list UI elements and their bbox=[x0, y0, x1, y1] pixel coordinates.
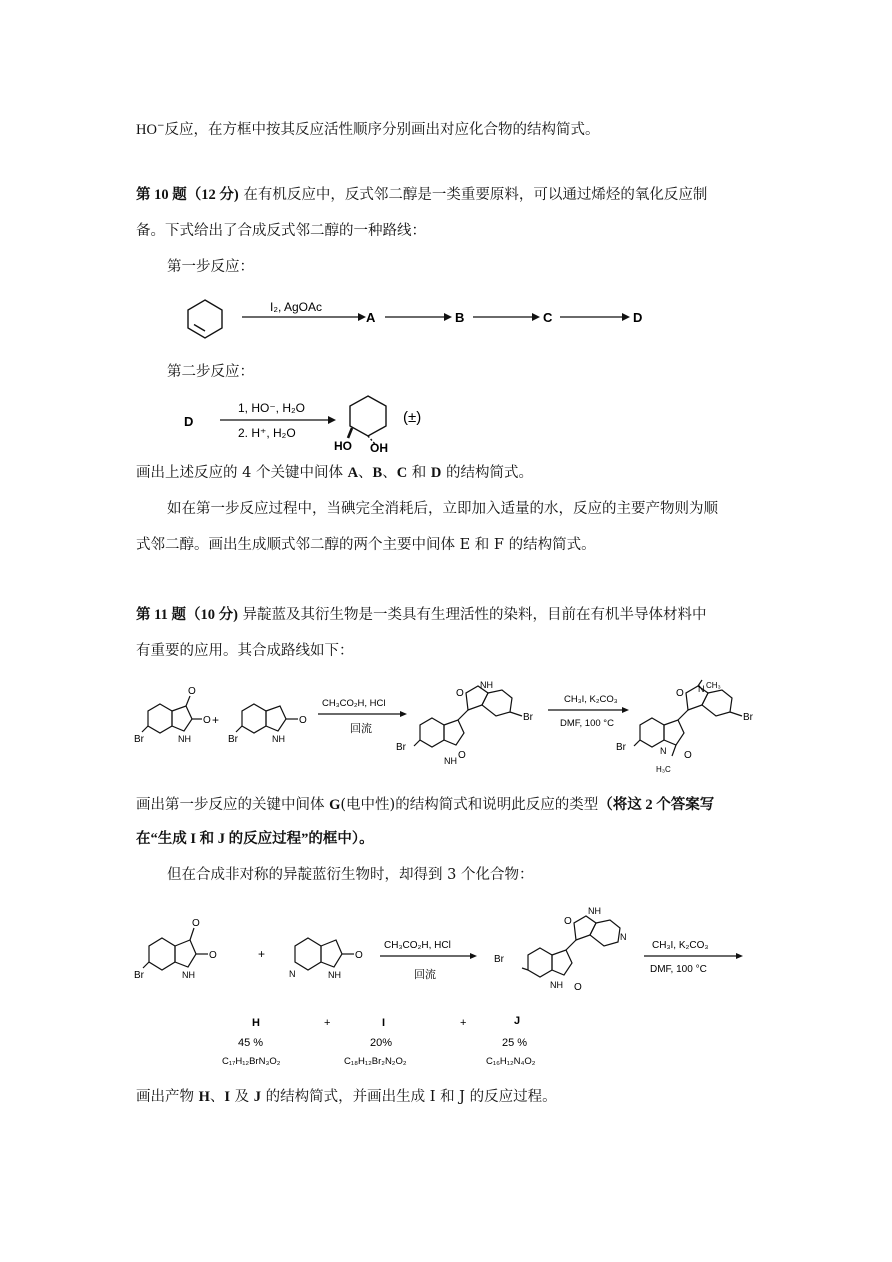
ring-double-bond bbox=[194, 325, 205, 332]
cyclohexane-ring bbox=[350, 396, 386, 436]
svg-text:O: O bbox=[458, 750, 466, 761]
plus-sign: + bbox=[212, 713, 220, 727]
intro-line: HO−反应，在方框中按其反应活性顺序分别画出对应化合物的结构简式。 bbox=[136, 121, 600, 138]
q10-line1: 第 10 题（12 分) 在有机反应中，反式邻二醇是一类重要原料，可以通过烯烃的氧化反应制 bbox=[136, 187, 708, 203]
svg-text:N: N bbox=[698, 684, 705, 694]
q11-question-d: 画出产物 H、I 及 J 的结构简式，并画出生成 I 和 J 的反应过程。 bbox=[136, 1089, 557, 1105]
svg-text:O: O bbox=[456, 688, 464, 699]
cond2-top: CH₃I, K₂CO₃ bbox=[564, 694, 618, 705]
dimethyl-isoindigo bbox=[634, 680, 742, 756]
wedge-bond bbox=[348, 428, 352, 438]
cond1-bottom: 回流 bbox=[350, 723, 372, 735]
cyclohexene-ring bbox=[188, 300, 222, 338]
svg-text:Br: Br bbox=[396, 742, 406, 753]
scheme-1 bbox=[132, 676, 772, 781]
svg-text:NH: NH bbox=[550, 980, 563, 990]
step1-scheme bbox=[170, 290, 670, 345]
svg-text:Br: Br bbox=[616, 742, 626, 753]
svg-text:N: N bbox=[620, 932, 627, 942]
svg-text:O: O bbox=[188, 686, 196, 697]
svg-text:C₁₇H₁₂BrN₃O₂: C₁₇H₁₂BrN₃O₂ bbox=[222, 1056, 281, 1067]
svg-text:CH₃: CH₃ bbox=[706, 681, 721, 690]
svg-text:O: O bbox=[203, 715, 211, 726]
svg-text:25 %: 25 % bbox=[502, 1037, 528, 1049]
q11-heading: 第 11 题（10 分) bbox=[136, 607, 238, 623]
svg-text:N: N bbox=[289, 969, 296, 979]
svg-text:20%: 20% bbox=[370, 1037, 393, 1049]
ho-label: HO bbox=[334, 439, 352, 453]
step1-label: 第一步反应： bbox=[167, 259, 254, 275]
svg-text:O: O bbox=[676, 688, 684, 699]
q10-line2: 备。下式给出了合成反式邻二醇的一种路线： bbox=[136, 223, 426, 239]
svg-text:NH: NH bbox=[272, 734, 285, 744]
step2-label: 第二步反应： bbox=[167, 364, 254, 380]
svg-text:NH: NH bbox=[588, 906, 601, 916]
svg-text:NH: NH bbox=[328, 970, 341, 980]
cond2-bottom: DMF, 100 °C bbox=[650, 964, 707, 975]
product-H bbox=[222, 1017, 281, 1067]
scheme-2 bbox=[132, 900, 752, 1075]
start-D: D bbox=[184, 414, 194, 429]
svg-text:H: H bbox=[252, 1017, 260, 1029]
q11-line1: 第 11 题（10 分) 异靛蓝及其衍生物是一类具有生理活性的染料，目前在有机半导体材料中 bbox=[136, 607, 707, 623]
isoindigo bbox=[414, 686, 522, 747]
svg-text:NH: NH bbox=[182, 970, 195, 980]
node-C: C bbox=[543, 310, 553, 325]
svg-text:I: I bbox=[382, 1017, 386, 1029]
step2-scheme bbox=[180, 388, 460, 456]
cond2-top: CH₃I, K₂CO₃ bbox=[652, 940, 709, 951]
product-J bbox=[486, 1015, 536, 1067]
q10-question-b1: 如在第一步反应过程中，当碘完全消耗后，立即加入适量的水，反应的主要产物则为顺 bbox=[167, 501, 718, 517]
svg-text:+: + bbox=[460, 1017, 467, 1029]
svg-text:C₁₆H₁₂N₄O₂: C₁₆H₁₂N₄O₂ bbox=[486, 1056, 536, 1067]
node-B: B bbox=[455, 310, 465, 325]
q11-question-c1: 画出第一步反应的关键中间体 G(电中性)的结构简式和说明此反应的类型（将这 2 个答案写 bbox=[136, 797, 715, 813]
svg-text:Br: Br bbox=[228, 734, 238, 745]
reagent-label: I₂, AgOAc bbox=[270, 300, 323, 314]
svg-text:Br: Br bbox=[523, 712, 533, 723]
svg-text:O: O bbox=[355, 950, 363, 961]
q10-heading: 第 10 题（12 分) bbox=[136, 187, 239, 203]
svg-text:NH: NH bbox=[480, 680, 493, 690]
plus-sign: + bbox=[258, 947, 266, 961]
q10-question-a: 画出上述反应的 4 个关键中间体 A、B、C 和 D 的结构简式。 bbox=[136, 465, 534, 481]
svg-text:O: O bbox=[192, 918, 200, 929]
svg-text:NH: NH bbox=[178, 734, 191, 744]
bromo-isatin-2 bbox=[143, 928, 208, 970]
svg-text:NH: NH bbox=[444, 756, 457, 766]
cond-1: 1, HO⁻, H₂O bbox=[238, 401, 306, 415]
svg-text:C₁₈H₁₂Br₂N₂O₂: C₁₈H₁₂Br₂N₂O₂ bbox=[344, 1056, 407, 1067]
cond1-bottom: 回流 bbox=[414, 969, 436, 981]
svg-text:O: O bbox=[574, 982, 582, 993]
cond-2: 2. H⁺, H₂O bbox=[238, 426, 296, 440]
product-I bbox=[344, 1017, 407, 1067]
svg-text:J: J bbox=[514, 1015, 521, 1027]
svg-text:Br: Br bbox=[494, 954, 504, 965]
svg-text:Br: Br bbox=[134, 734, 144, 745]
svg-text:+: + bbox=[324, 1017, 331, 1029]
oh-label: OH bbox=[370, 441, 388, 455]
bromo-isatin bbox=[142, 696, 202, 733]
cond1-top: CH₃CO₂H, HCl bbox=[384, 940, 451, 951]
svg-text:Br: Br bbox=[134, 970, 144, 981]
q11-line3: 但在合成非对称的异靛蓝衍生物时，却得到 3 个化合物： bbox=[167, 867, 534, 883]
svg-text:N: N bbox=[660, 746, 667, 756]
svg-text:H₃C: H₃C bbox=[656, 765, 671, 774]
cond1-top: CH₃CO₂H, HCl bbox=[322, 698, 386, 709]
svg-text:Br: Br bbox=[743, 712, 753, 723]
cond2-bottom: DMF, 100 °C bbox=[560, 718, 614, 729]
azaoxindole bbox=[295, 938, 354, 970]
svg-text:O: O bbox=[299, 715, 307, 726]
node-D: D bbox=[633, 310, 643, 325]
svg-text:O: O bbox=[684, 750, 692, 761]
bromo-oxindole bbox=[236, 704, 298, 733]
q11-line2: 有重要的应用。其合成路线如下： bbox=[136, 643, 354, 659]
racemic-label: (±) bbox=[403, 409, 422, 426]
node-A: A bbox=[366, 310, 376, 325]
svg-text:O: O bbox=[564, 916, 572, 927]
svg-text:O: O bbox=[209, 950, 217, 961]
svg-text:45 %: 45 % bbox=[238, 1037, 264, 1049]
q10-question-b2: 式邻二醇。画出生成顺式邻二醇的两个主要中间体 E 和 F 的结构简式。 bbox=[136, 537, 596, 553]
q11-question-c2: 在“生成 I 和 J 的反应过程”的框中）。 bbox=[136, 831, 374, 847]
